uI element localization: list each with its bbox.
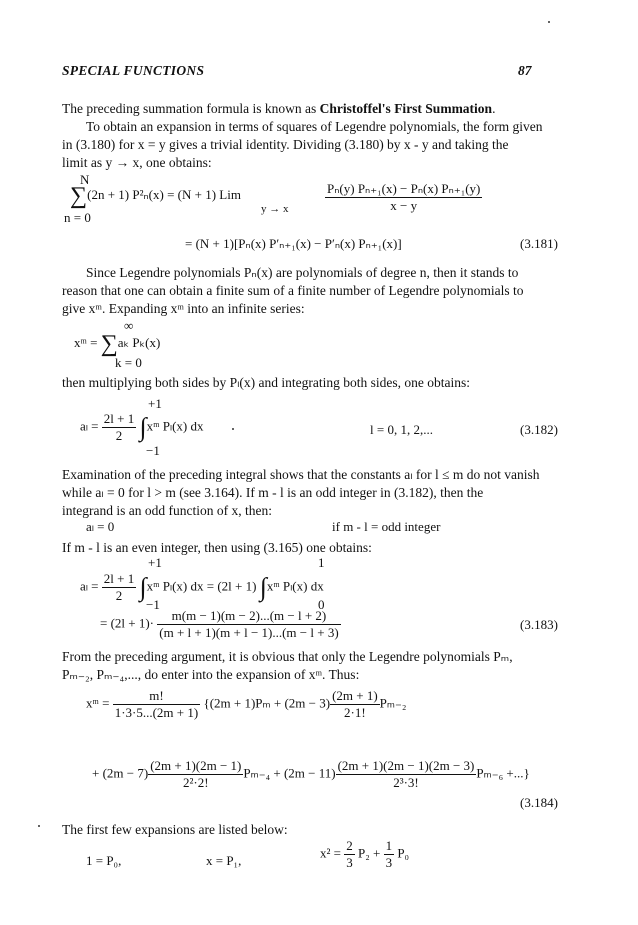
integral-sign: ∫: [139, 572, 147, 602]
paragraph-line: Examination of the preceding integral shows that the constants aₗ for l ≤ m do not vanish: [62, 467, 540, 482]
eq-text: aₗ =: [80, 578, 99, 594]
equation-3-182: [80, 411, 204, 444]
sum-upper-limit: N: [80, 172, 90, 187]
eq-text: = (2l + 1)·: [100, 615, 155, 631]
equation-3-183-line1: [80, 571, 324, 604]
eq-text: + (2m − 7): [92, 765, 149, 781]
eq-text: {(2m + 1)Pₘ + (2m − 3): [203, 695, 331, 711]
fraction: [325, 181, 482, 214]
fraction-denominator: 2³·3!: [393, 775, 419, 790]
sum-upper-limit: ∞: [124, 318, 134, 333]
fraction-numerator: 2l + 1: [103, 571, 135, 586]
paragraph-line: If m - l is an even integer, then using (3.165) one obtains:: [62, 540, 372, 555]
summation-sign: ∑: [100, 331, 118, 357]
paragraph-line: [62, 99, 495, 118]
fraction-denominator: (m + l + 1)(m + l − 1)...(m − l + 3): [159, 625, 339, 640]
sum-lower-limit: k = 0: [115, 355, 142, 370]
eq-text: x² =: [320, 845, 341, 861]
text-run: .: [492, 101, 496, 116]
paragraph-line: integrand is an odd function of x, then:: [62, 503, 272, 518]
eq-text: Pₘ₋₄ + (2m − 11): [243, 765, 336, 781]
eq-text: Pₘ₋₆ +...}: [476, 765, 530, 781]
integral-sign: ∫: [139, 412, 147, 442]
integral-upper-limit: 1: [318, 555, 325, 570]
eq-text: xᵐ Pₗ(x) dx = (2l + 1): [146, 578, 257, 594]
fraction-denominator: 2·1!: [344, 705, 366, 720]
equation-number: (3.181): [520, 236, 558, 251]
eq-text: xᵐ Pₗ(x) dx: [266, 578, 324, 594]
fraction-denominator: x − y: [390, 198, 418, 213]
equation-number: (3.184): [520, 795, 558, 810]
integral-sign: ∫: [259, 572, 267, 602]
eq-text: xᵐ =: [86, 695, 110, 711]
equation-3-181-lhs: [70, 183, 241, 209]
paragraph-line: The first few expansions are listed below:: [62, 822, 288, 837]
eq-text: P₀: [397, 845, 410, 861]
scan-speck: [38, 825, 40, 827]
fraction-numerator: 1: [385, 838, 393, 853]
eq-text: Pₘ₋₂: [379, 695, 407, 711]
scan-speck: [548, 21, 550, 23]
paragraph-line: Pₘ₋₂, Pₘ₋₄,..., do enter into the expansion of xᵐ. Thus:: [62, 667, 360, 682]
integral-upper-limit: +1: [148, 396, 162, 411]
equation-3-184-line1: [86, 688, 406, 721]
paragraph-line: reason that one can obtain a finite sum of a finite number of Legendre polynomials to: [62, 283, 524, 298]
fraction-numerator: m(m − 1)(m − 2)...(m − l + 2): [157, 608, 340, 625]
expansion-x-squared: [320, 838, 409, 871]
equation-3-181-rhs: = (N + 1)[Pₙ(x) P′ₙ₊₁(x) − P′ₙ(x) Pₙ₊₁(x)]: [185, 236, 402, 251]
fraction-denominator: 2: [115, 428, 123, 443]
paragraph-line: To obtain an expansion in terms of squares of Legendre polynomials, the form given: [86, 119, 543, 134]
expansion-x: x = P₁,: [206, 853, 242, 868]
fraction-denominator: 2²·2!: [183, 775, 209, 790]
paragraph-line: then multiplying both sides by Pₗ(x) and integrating both sides, one obtains:: [62, 375, 470, 390]
equation-condition: if m - l = odd integer: [332, 519, 441, 534]
eq-text: (2n + 1) P²ₙ(x) = (N + 1) Lim: [87, 186, 241, 202]
paragraph-line: From the preceding argument, it is obvious that only the Legendre polynomials Pₘ,: [62, 649, 513, 664]
integral-lower-limit: 0: [318, 597, 325, 612]
eq-text: xᵐ Pₗ(x) dx: [146, 418, 204, 434]
eq-text: aₗ =: [80, 418, 99, 434]
bold-term: Christoffel's First Summation: [319, 101, 493, 116]
eq-text: P₂ +: [357, 845, 381, 861]
summation-sign: ∑: [70, 183, 88, 209]
scan-speck: [232, 428, 234, 430]
sum-lower-limit: n = 0: [64, 210, 91, 225]
fraction-numerator: (2m + 1)(2m − 1)(2m − 3): [337, 758, 475, 773]
eq-text: xᵐ =: [74, 334, 98, 350]
fraction-numerator: (2m + 1): [332, 688, 378, 703]
equation-condition: l = 0, 1, 2,...: [370, 422, 433, 437]
equation-3-184-line2: [92, 758, 530, 791]
fraction-denominator: 3: [346, 855, 353, 870]
fraction-denominator: 3: [385, 855, 393, 870]
equation-number: (3.183): [520, 617, 558, 632]
running-header: SPECIAL FUNCTIONS: [62, 63, 205, 78]
fraction-denominator: 1·3·5...(2m + 1): [114, 705, 199, 720]
fraction-numerator: 2l + 1: [103, 411, 135, 426]
page-number: 87: [518, 63, 532, 78]
fraction-numerator: Pₙ(y) Pₙ₊₁(x) − Pₙ(x) Pₙ₊₁(y): [327, 181, 481, 196]
series-equation: [74, 331, 161, 357]
paragraph-line: in (3.180) for x = y gives a trivial identity. Dividing (3.180) by x - y and taking the: [62, 137, 509, 152]
text-run: The preceding summation formula is known as: [62, 101, 320, 116]
fraction-numerator: m!: [113, 688, 201, 705]
integral-lower-limit: −1: [146, 443, 160, 458]
paragraph-line: Since Legendre polynomials Pₙ(x) are polynomials of degree n, then it stands to: [86, 265, 519, 280]
fraction-denominator: 2: [115, 588, 123, 603]
paragraph-line: give xᵐ. Expanding xᵐ into an infinite series:: [62, 301, 305, 316]
equation-odd-case: aₗ = 0: [86, 519, 115, 534]
paragraph-line: limit as y → x, one obtains:: [62, 155, 212, 170]
integral-lower-limit: −1: [146, 597, 160, 612]
equation-number: (3.182): [520, 422, 558, 437]
eq-text: aₖ Pₖ(x): [117, 334, 161, 350]
paragraph-line: while aₗ = 0 for l > m (see 3.164). If m - l is an odd integer in (3.182), then the: [62, 485, 484, 500]
lim-subscript: y → x: [261, 203, 289, 215]
fraction-numerator: (2m + 1)(2m − 1): [150, 758, 242, 773]
expansion-1: 1 = P₀,: [86, 853, 122, 868]
equation-3-183-line2: [100, 608, 341, 641]
fraction-numerator: 2: [346, 838, 353, 853]
integral-upper-limit: +1: [148, 555, 162, 570]
